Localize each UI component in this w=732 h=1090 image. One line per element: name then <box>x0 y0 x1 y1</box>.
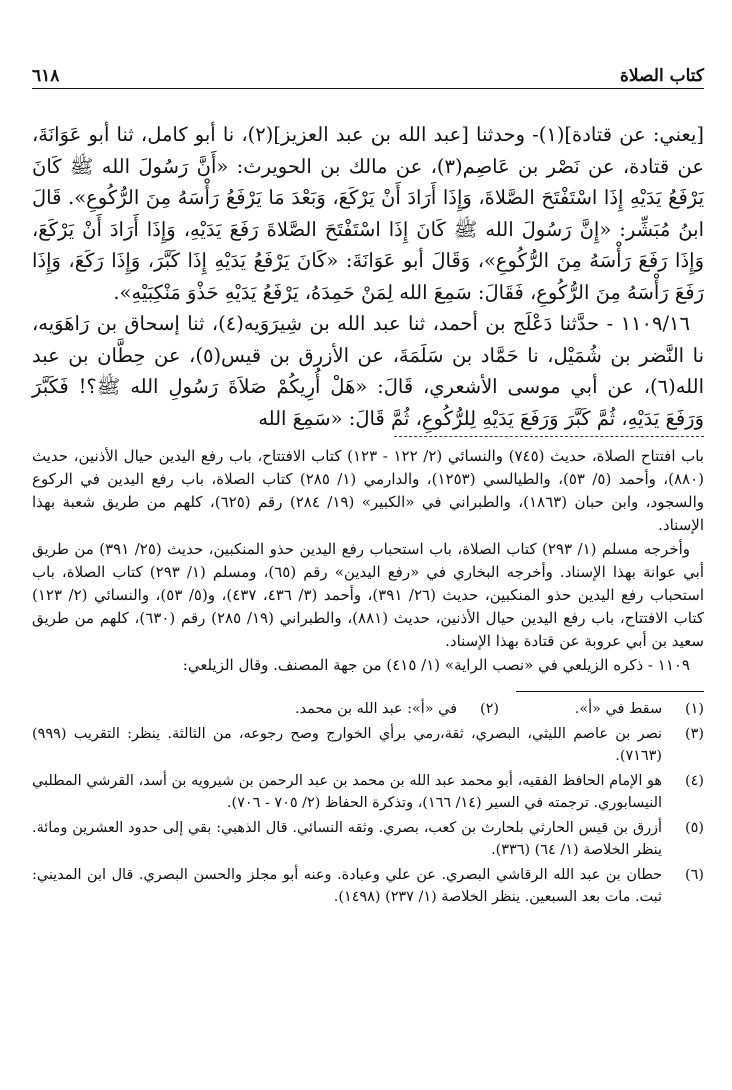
main-paragraph: [يعني: عن قتادة](١)- وحدثنا [عبد الله بن عبد العزيز](٢)، نا أبو كامل، ثنا أبو عَوَانَةَ، عن قتادة، عن نَصْر بن عَاصِم(٣)، عن مالك بن الحويرث: «أَنَّ رَسُولَ الله ﷺ كَانَ يَرْفَعُ يَدَيْهِ إِذَا اسْتَفْتَحَ الصَّلاةَ، وَإِذَا أَرَادَ أَنْ يَرْكَعَ، وَبَعْدَ مَا يَرْفَعُ رَأْسَهُ مِنَ الرُّكُوعِ». قَالَ ابنُ مُبَشِّر: «إِنَّ رَسُولَ الله ﷺ كَانَ إِذَا اسْتَفْتَحَ الصَّلاةَ رَفَعَ يَدَيْهِ، وَإِذَا أَرَادَ أَنْ يَرْكَعَ، وَإِذَا رَفَعَ رَأْسَهُ مِنَ الرُّكُوعِ»، وَقَالَ أبو عَوَانَةَ: «كَانَ يَرْفَعُ يَدَيْهِ إِذَا كَبَّرَ، وَإِذَا رَكَعَ، وَإِذَا رَفَعَ رَأْسَهُ مِنَ الرُّكُوعِ، فَقَالَ: سَمِعَ الله لِمَنْ حَمِدَهُ، يَرْفَعُ يَدَيْهِ حَذْوَ مَنْكِبَيْهِ». <box>32 123 704 304</box>
footnote-number: (٣) <box>685 726 704 742</box>
footnote-number: (٤) <box>685 773 704 789</box>
footnote-number: (٦) <box>685 867 704 883</box>
footnote <box>499 698 704 720</box>
footnote <box>295 698 499 720</box>
footnote-text: أزرق بن قيس الحارثي بلحارث بن كعب، بصري. وثقه النسائي. قال الذهبي: بقي إلى حدود العشرين ومائة. ينظر الخلاصة (١/ ٦٤) (٣٣٦). <box>32 820 662 858</box>
main-text <box>32 119 704 434</box>
takhrij-paragraph: باب افتتاح الصلاة، حديث (٧٤٥) والنسائي (٢/ ١٢٢ - ١٢٣) كتاب الافتتاح، باب رفع اليدين حيال الأذنين، حديث (٨٨٠)، وأحمد (٥/ ٥٣)، والطيالسي (١٢٥٣)، والدارمي (١/ ٢٨٥) كتاب الصلاة، باب رفع اليدين في الركوع والسجود، وابن حبان (١٨٦٣)، والطبراني في «الكبير» (١٩/ ٢٨٤) رقم (٦٢٥)، كلهم من طريق شعبة بهذا الإسناد. <box>32 447 705 534</box>
footnotes <box>32 698 704 908</box>
footnote-separator <box>516 691 704 692</box>
takhrij-paragraph: ١١٠٩ - ذكره الزيلعي في «نصب الراية» (١/ ٤١٥) من جهة المصنف. وقال الزيلعي: <box>182 656 690 674</box>
chapter-title: كتاب الصلاة <box>619 66 704 86</box>
footnote-text: هو الإمام الحافظ الفقيه، أبو محمد عبد الله بن محمد بن عبد الرحمن بن شيرويه بن أسد، القرشي المطلبي النيسابوري. ترجمته في السير (١٤/ ١٦٦)، وتذكرة الحفاظ (٢/ ٧٠٥ - ٧٠٦). <box>32 773 662 811</box>
footnote <box>32 770 704 814</box>
footnote-text: في «أ»: عبد الله بن محمد. <box>295 701 457 717</box>
footnote-number: (١) <box>685 701 704 717</box>
footnote <box>32 817 704 861</box>
page-number: ٦١٨ <box>32 66 60 86</box>
takhrij-section <box>32 445 704 677</box>
footnote-text: نصر بن عاصم الليثي، البصري، ثقة،رمي برأي الخوارج وصح رجوعه، من الثالثة. ينظر: التقريب (٩٩٩) (٧١٦٣). <box>32 726 662 764</box>
running-header <box>32 58 704 89</box>
footnote-row <box>32 698 704 720</box>
dashed-separator <box>394 436 704 437</box>
hadith-1109: ١١٠٩/١٦ - حدَّثنا دَعْلَج بن أحمد، ثنا عبد الله بن شِيرَوَيه(٤)، ثنا إسحاق بن رَاهَوَيه، نا النَّضر بن شُمَيْل، نا حَمَّاد بن سَلَمَةَ، عن الأزرق بن قيس(٥)، عن حِطَّان بن عبد الله(٦)، عن أبي موسى الأشعري، قَالَ: «هَلْ أُرِيكُمْ صَلاَةَ رَسُولِ الله ﷺ؟! فَكَبَّرَ وَرَفَعَ يَدَيْهِ، ثُمَّ كَبَّرَ وَرَفَعَ يَدَيْهِ لِلرُّكُوعِ، ثُمَّ قَالَ: «سَمِعَ الله <box>32 312 704 430</box>
footnote-number: (٢) <box>480 701 499 717</box>
footnote-text: حطان بن عبد الله الرقاشي البصري. عن علي وعبادة. وعنه أبو مجلز والحسن البصري. قال ابن المديني: ثبت. مات بعد السبعين. ينظر الخلاصة (١/ ٢٣٧) (١٤٩٨). <box>32 867 662 905</box>
footnote <box>32 864 704 908</box>
footnote-number: (٥) <box>685 820 704 836</box>
footnote-text: سقط في «أ». <box>574 701 662 717</box>
footnote <box>32 723 704 767</box>
page <box>32 58 704 911</box>
takhrij-paragraph: وأخرجه مسلم (١/ ٢٩٣) كتاب الصلاة، باب استحباب رفع اليدين حذو المنكبين، حديث (٢٥/ ٣٩١) من طريق أبي عوانة بهذا الإسناد. وأخرجه البخاري في «رفع اليدين» رقم (٦٥)، ومسلم (١/ ٢٩٣) كتاب الصلاة، باب استحباب رفع اليدين حذو المنكبين، حديث (٢٦/ ٣٩١)، وأحمد (٣/ ٤٣٦، ٤٣٧)، و(٥/ ٥٣)، والنسائي (٢/ ١٢٣) كتاب الافتتاح، باب رفع اليدين حيال الأذنين، حديث (٨٨١)، والطبراني (١٩/ ٢٨٥) رقم (٦٣٠)، كلهم من طريق سعيد بن أبي عروبة عن قتادة بهذا الإسناد. <box>32 540 705 650</box>
